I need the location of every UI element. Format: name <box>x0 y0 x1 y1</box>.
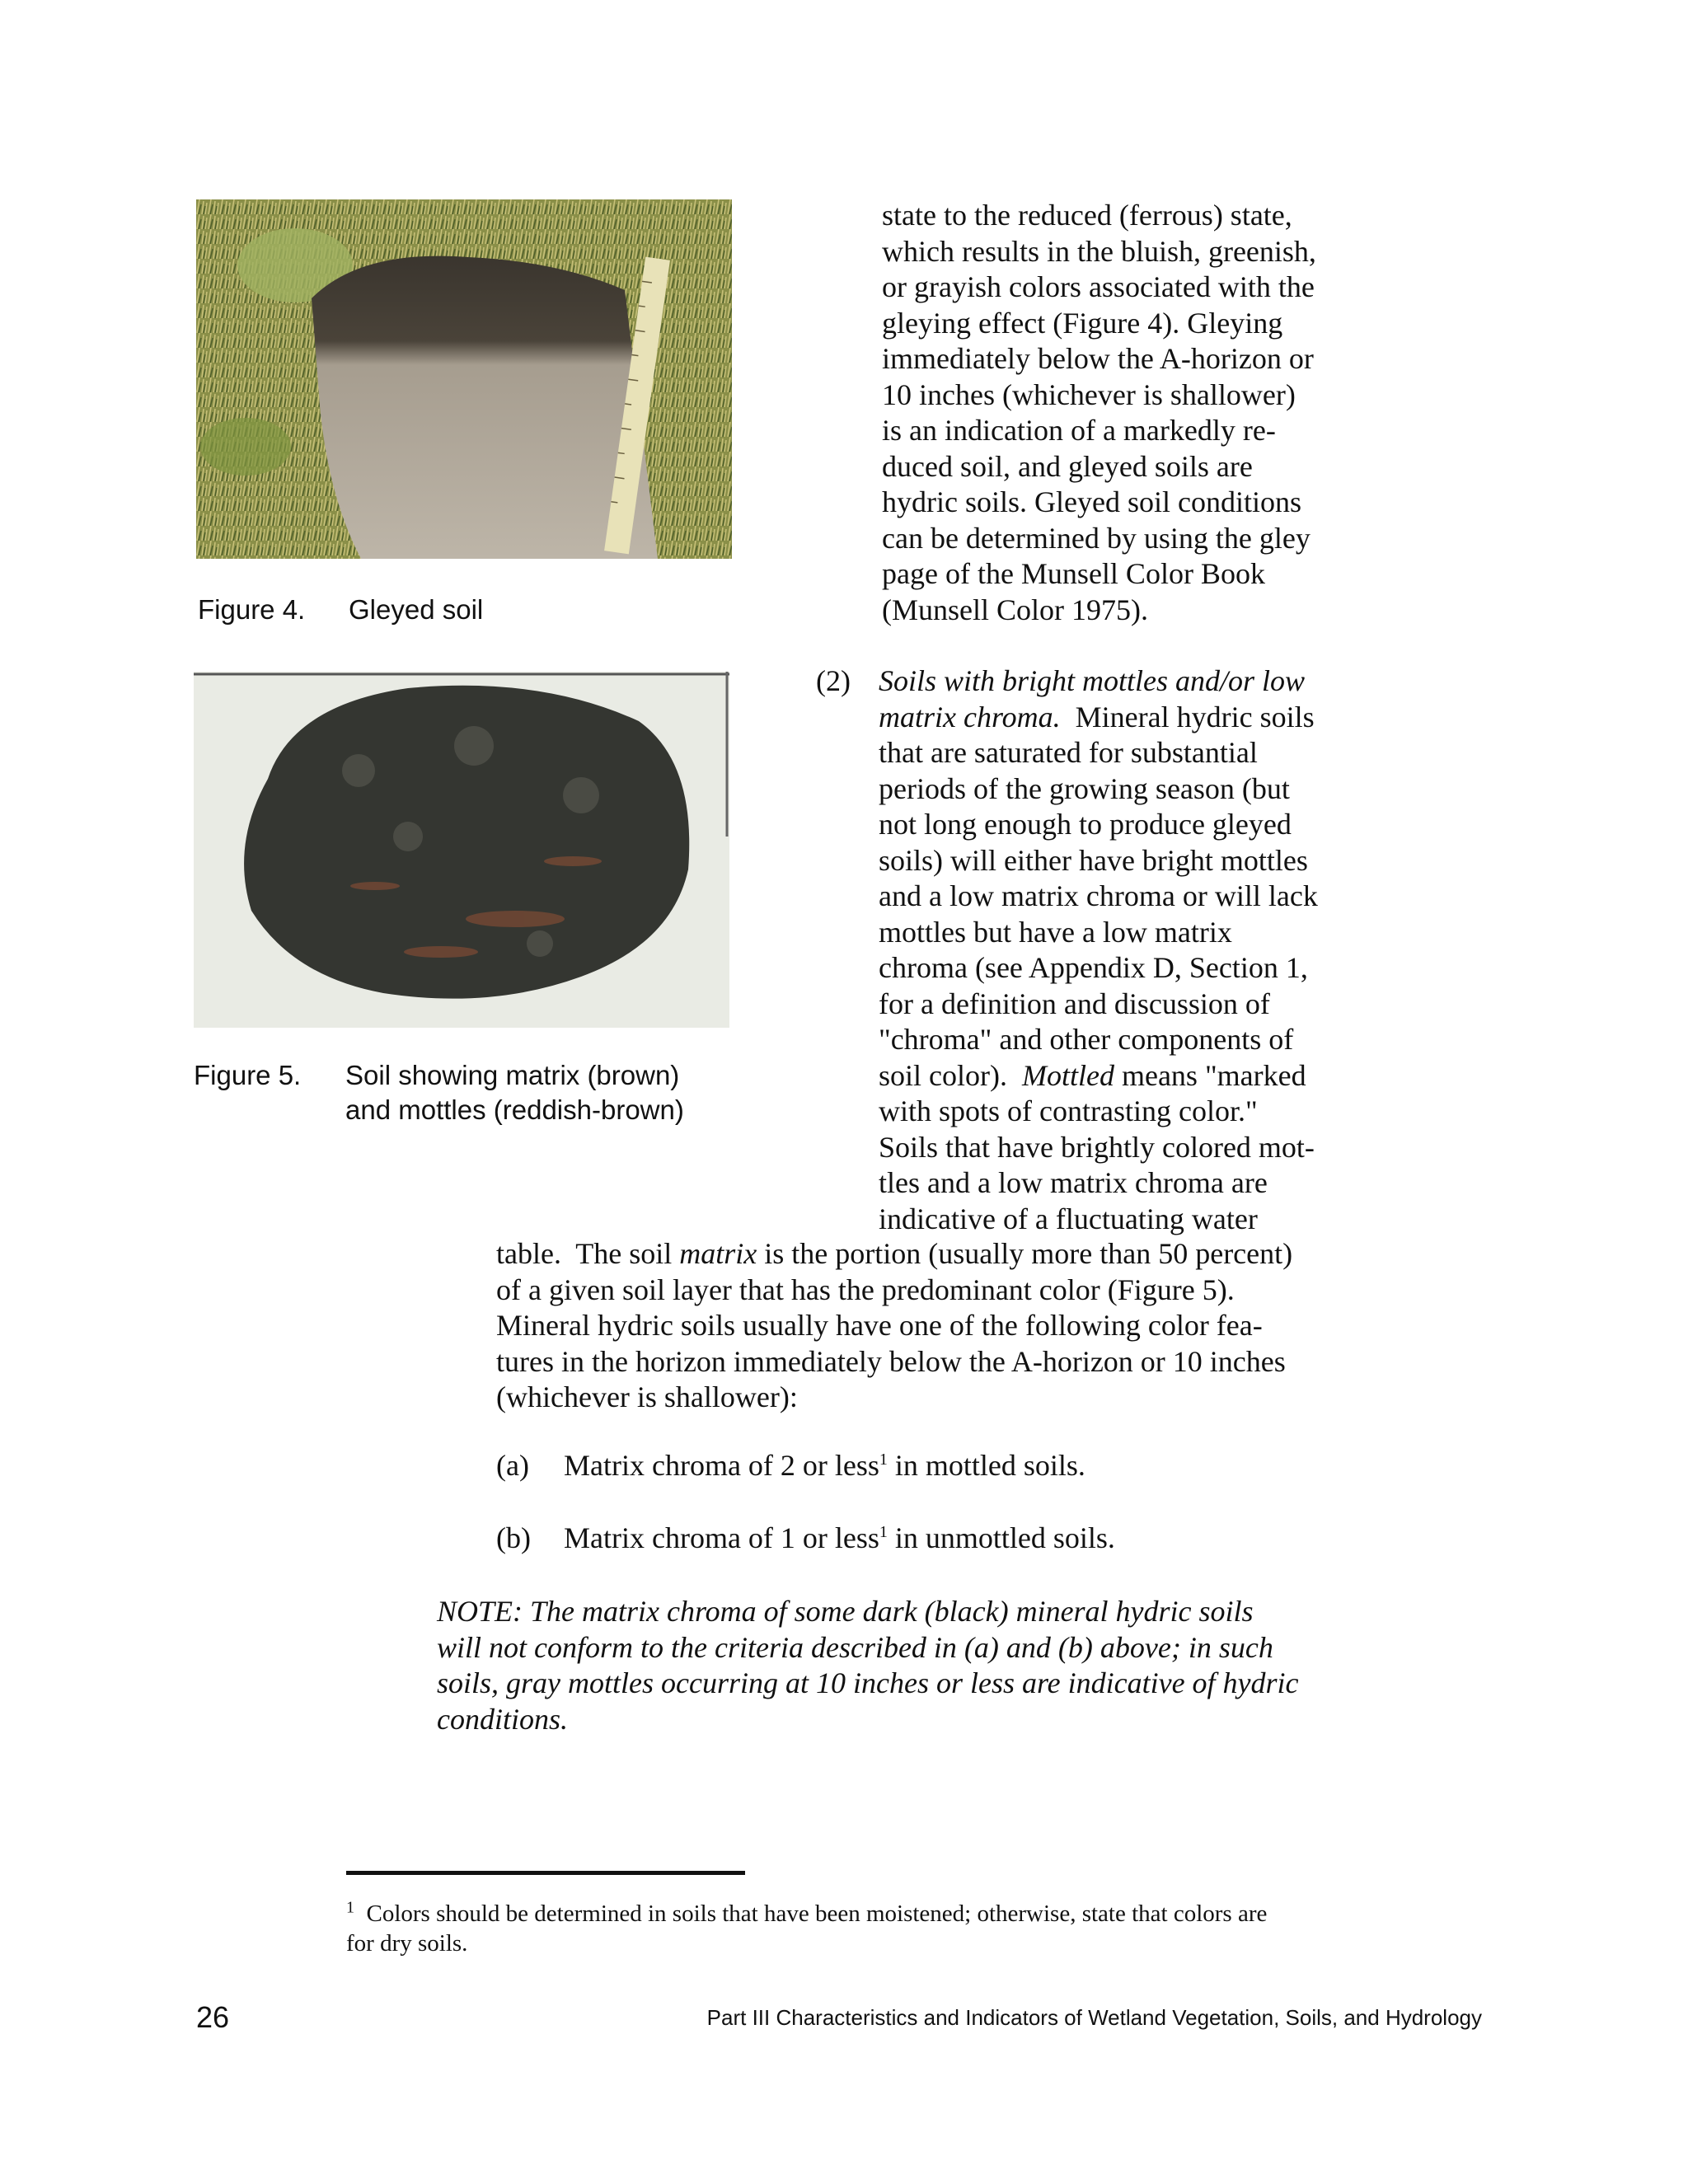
text-line: of a given soil layer that has the predominant color (Figure 5). <box>496 1272 1235 1306</box>
text-line: and a low matrix chroma or will lack <box>879 879 1318 912</box>
figure-4-number: Figure 4. <box>198 594 306 625</box>
text-fragment: Matrix chroma of 2 or less <box>564 1449 879 1482</box>
figure-4-photo <box>196 199 732 559</box>
mottled-term: Mottled <box>1021 1058 1114 1092</box>
text-line: or grayish colors associated with the <box>882 270 1315 303</box>
text-line: that are saturated for substantial <box>879 736 1258 769</box>
text-line: (whichever is shallower): <box>496 1380 798 1413</box>
text-line: 10 inches (whichever is shallower) <box>882 377 1296 411</box>
text-line: can be determined by using the gley <box>882 521 1311 555</box>
item-2-marker: (2) <box>816 664 851 697</box>
figure-5-number: Figure 5. <box>194 1060 302 1090</box>
text-fragment: in mottled soils. <box>887 1449 1085 1482</box>
item-a-marker: (a) <box>496 1449 529 1482</box>
text-line <box>564 1448 1085 1484</box>
text-line: indicative of a fluctuating water <box>879 1202 1258 1235</box>
gleyed-soil-illustration <box>196 199 732 559</box>
text-line: tures in the horizon immediately below the A-horizon or 10 inches <box>496 1344 1286 1378</box>
text-line: for dry soils. <box>346 1930 468 1957</box>
note-paragraph <box>437 1594 1299 1737</box>
text-line: state to the reduced (ferrous) state, <box>882 199 1292 232</box>
item-2-heading: Soils with bright mottles and/or low <box>879 664 1306 697</box>
figure-5-caption-line-1: Soil showing matrix (brown) <box>345 1060 680 1090</box>
matrix-term: matrix <box>679 1237 757 1270</box>
figure-5-photo <box>194 672 729 1028</box>
running-footer: Part III Characteristics and Indicators of Wetland Vegetation, Soils, and Hydrology <box>706 2005 1482 2030</box>
text-line: periods of the growing season (but <box>879 771 1290 805</box>
text-line: for a definition and discussion of <box>879 987 1270 1020</box>
text-line: page of the Munsell Color Book <box>882 557 1265 590</box>
text-line: gleying effect (Figure 4). Gleying <box>882 306 1283 340</box>
figure-5-caption <box>194 1059 721 1128</box>
text-fragment: means "marked <box>1114 1058 1306 1092</box>
text-line: with spots of contrasting color." <box>879 1094 1258 1127</box>
text-line: not long enough to produce gleyed <box>879 808 1292 841</box>
text-line: soils, gray mottles occurring at 10 inches or less are indicative of hydric <box>437 1666 1299 1699</box>
mottled-soil-illustration <box>194 672 729 1028</box>
text-line: is an indication of a markedly re- <box>882 414 1276 447</box>
text-line <box>879 700 1318 736</box>
text-line <box>564 1521 1115 1557</box>
footnote-ref: 1 <box>879 1451 888 1469</box>
page-number: 26 <box>196 2000 230 2034</box>
text-line: tles and a low matrix chroma are <box>879 1166 1268 1199</box>
footnote-rule <box>346 1871 745 1875</box>
text-line: which results in the bluish, greenish, <box>882 234 1316 268</box>
text-line: immediately below the A-horizon or <box>882 342 1314 375</box>
text-line: conditions. <box>437 1702 568 1736</box>
item-2-heading-end: matrix chroma. <box>879 700 1061 733</box>
text-fragment: in unmottled soils. <box>887 1521 1115 1554</box>
text-line: "chroma" and other components of <box>879 1023 1294 1056</box>
text-fragment: Matrix chroma of 1 or less <box>564 1521 879 1554</box>
item-2-paragraph <box>879 663 1318 1237</box>
figure-4-caption <box>198 593 692 626</box>
item-a-text <box>564 1448 1085 1484</box>
text-line <box>496 1236 1292 1272</box>
text-line: will not conform to the criteria described in (a) and (b) above; in such <box>437 1630 1273 1664</box>
item-b-text <box>564 1521 1115 1557</box>
item-b-marker: (b) <box>496 1521 531 1554</box>
text-fragment: table. The soil <box>496 1237 680 1270</box>
text-line: chroma (see Appendix D, Section 1, <box>879 951 1308 984</box>
text-line <box>346 1899 1267 1929</box>
text-line <box>879 1058 1318 1094</box>
text-line: mottles but have a low matrix <box>879 915 1232 949</box>
figure-5-caption-line-2: and mottles (reddish-brown) <box>345 1094 684 1125</box>
matrix-paragraph <box>496 1236 1292 1416</box>
footnote <box>346 1899 1267 1958</box>
text-line: NOTE: The matrix chroma of some dark (black) mineral hydric soils <box>437 1595 1254 1628</box>
gley-paragraph <box>882 198 1316 628</box>
figure-4-caption-text: Gleyed soil <box>349 594 484 625</box>
text-fragment: soil color). <box>879 1058 1022 1092</box>
text-fragment: Mineral hydric soils <box>1060 700 1315 733</box>
footnote-mark: 1 <box>346 1898 354 1917</box>
text-line: duced soil, and gleyed soils are <box>882 449 1253 483</box>
text-line: Mineral hydric soils usually have one of the following color fea- <box>496 1309 1263 1342</box>
text-line: soils) will either have bright mottles <box>879 843 1308 877</box>
text-line: hydric soils. Gleyed soil conditions <box>882 485 1301 518</box>
text-line: Soils that have brightly colored mot- <box>879 1130 1315 1164</box>
text-line: (Munsell Color 1975). <box>882 593 1148 626</box>
footnote-text: Colors should be determined in soils that have been moistened; otherwise, state that colors are <box>366 1900 1268 1927</box>
footnote-ref: 1 <box>879 1523 888 1541</box>
text-fragment: is the portion (usually more than 50 percent) <box>757 1237 1293 1270</box>
